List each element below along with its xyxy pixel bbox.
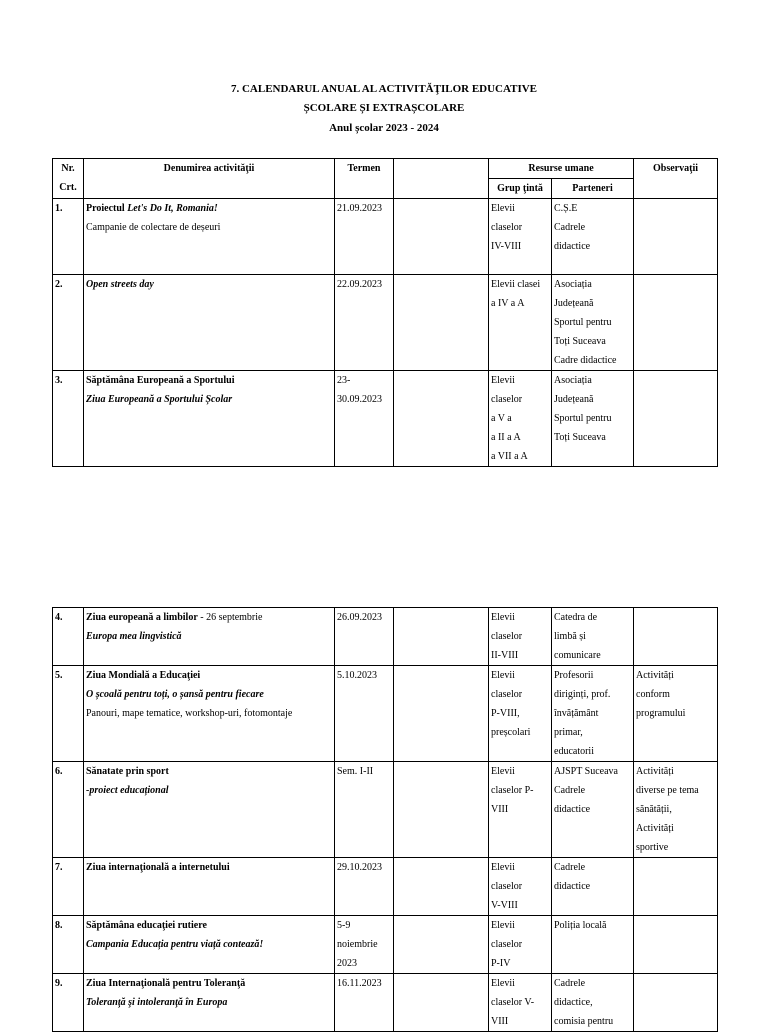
observations-cell <box>634 762 718 858</box>
activity-text: Let's Do It, Romania! <box>127 203 218 214</box>
activity-text: Campania Educația pentru viață contează! <box>86 939 264 950</box>
document-title: 7. CALENDARUL ANUAL AL ACTIVITĂŢILOR EDUCATIVE <box>230 83 538 95</box>
row-number: 4. <box>53 608 84 666</box>
partners-text: Cadre didactice <box>554 355 617 366</box>
partners-text: Profesorii <box>554 670 594 681</box>
header-activity: Denumirea activităţii <box>84 159 335 199</box>
table-row <box>53 275 718 371</box>
header-observations: Observaţii <box>634 159 718 199</box>
activity-text: Sănatate prin sport <box>86 766 169 777</box>
document-subtitle: ȘCOLARE ȘI EXTRAȘCOLARE <box>303 102 465 114</box>
header-term: Termen <box>335 159 394 199</box>
empty-cell <box>394 858 489 916</box>
term-cell <box>335 608 394 666</box>
partners-text: Sportul pentru <box>554 413 612 424</box>
term-text: 5-9 <box>337 920 351 931</box>
activity-text: Proiectul <box>86 203 128 214</box>
activity-line <box>86 685 331 704</box>
table-row <box>53 199 718 275</box>
activity-cell <box>84 608 335 666</box>
header-target-group: Grup ţintă <box>489 179 552 199</box>
partners-text: didactice, <box>554 997 593 1008</box>
target-group-cell <box>489 974 552 1032</box>
activities-table-part-2 <box>52 607 718 1032</box>
observations-cell <box>634 974 718 1032</box>
activity-text: Toleranţă şi intoleranţă în Europa <box>86 997 228 1008</box>
observations-cell <box>634 608 718 666</box>
observations-text: Activități <box>636 670 674 681</box>
target-group-text: claselor <box>491 222 523 233</box>
partners-cell <box>552 371 634 467</box>
empty-cell <box>394 762 489 858</box>
activity-line <box>86 762 331 781</box>
term-text: 2023 <box>337 958 357 969</box>
activity-text: Săptămâna educaţiei rutiere <box>86 920 207 931</box>
activity-cell <box>84 974 335 1032</box>
activity-text: Ziua internaţională a internetului <box>86 862 230 873</box>
partners-text: Cadrele <box>554 222 586 233</box>
activity-line <box>86 916 331 935</box>
observations-text: sportive <box>636 842 669 853</box>
term-text: Sem. I-II <box>337 766 374 777</box>
target-group-cell <box>489 666 552 762</box>
table-row <box>53 762 718 858</box>
empty-cell <box>394 275 489 371</box>
target-group-text: IV-VIII <box>491 241 522 252</box>
row-number: 7. <box>53 858 84 916</box>
term-text: 23- <box>337 375 351 386</box>
partners-text: didactice <box>554 241 591 252</box>
activity-text: Ziua Europeană a Sportului Școlar <box>86 394 233 405</box>
target-group-text: Elevii <box>491 203 515 214</box>
empty-cell <box>394 666 489 762</box>
school-year: Anul școlar 2023 - 2024 <box>329 122 439 134</box>
target-group-text: Elevii <box>491 920 515 931</box>
partners-text: Județeană <box>554 394 594 405</box>
activity-cell <box>84 371 335 467</box>
table-row <box>53 974 718 1032</box>
empty-cell <box>394 608 489 666</box>
target-group-cell <box>489 858 552 916</box>
target-group-text: a IV a A <box>491 298 525 309</box>
activity-line <box>86 974 331 993</box>
target-group-text: claselor V- <box>491 997 535 1008</box>
table-row <box>53 608 718 666</box>
activity-line <box>86 218 331 237</box>
activity-text: Campanie de colectare de deșeuri <box>86 222 221 233</box>
observations-text: Activități <box>636 823 674 834</box>
table-row <box>53 916 718 974</box>
target-group-text: claselor P- <box>491 785 534 796</box>
target-group-text: a VII a A <box>491 451 528 462</box>
observations-cell <box>634 858 718 916</box>
activity-text: O școală pentru toți, o șansă pentru fiecare <box>86 689 264 700</box>
observations-text: diverse pe tema <box>636 785 699 796</box>
partners-text: comunicare <box>554 650 601 661</box>
activity-text: Ziua europeană a limbilor <box>86 612 198 623</box>
activity-cell <box>84 199 335 275</box>
target-group-text: II-VIII <box>491 650 519 661</box>
partners-text: Asociația <box>554 375 592 386</box>
table-row <box>53 666 718 762</box>
partners-text: AJSPT Suceava <box>554 766 618 777</box>
partners-text: primar, <box>554 727 583 738</box>
observations-cell <box>634 199 718 275</box>
activity-line <box>86 935 331 954</box>
term-cell <box>335 762 394 858</box>
activity-text: Europa mea lingvistică <box>86 631 182 642</box>
partners-cell <box>552 916 634 974</box>
partners-text: Toți Suceava <box>554 432 606 443</box>
activity-line <box>86 781 331 800</box>
term-text: 29.10.2023 <box>337 862 382 873</box>
empty-cell <box>394 371 489 467</box>
activity-cell <box>84 762 335 858</box>
row-number: 8. <box>53 916 84 974</box>
term-text: 22.09.2023 <box>337 279 382 290</box>
activity-text: Săptămâna Europeană a Sportului <box>86 375 235 386</box>
activity-cell <box>84 275 335 371</box>
target-group-text: Elevii <box>491 670 515 681</box>
row-number: 5. <box>53 666 84 762</box>
partners-text: Poliția locală <box>554 920 607 931</box>
partners-text: Asociația <box>554 279 592 290</box>
partners-text: diriginți, prof. <box>554 689 611 700</box>
target-group-text: preșcolari <box>491 727 531 738</box>
table-row <box>53 371 718 467</box>
header-partners: Parteneri <box>552 179 634 199</box>
observations-cell <box>634 916 718 974</box>
target-group-text: claselor <box>491 689 523 700</box>
header-empty <box>394 159 489 199</box>
activity-line <box>86 858 331 877</box>
header-resources: Resurse umane <box>489 159 634 179</box>
activity-line <box>86 993 331 1012</box>
observations-text: conform <box>636 689 670 700</box>
term-cell <box>335 275 394 371</box>
target-group-text: a V a <box>491 413 512 424</box>
activities-table-part-1 <box>52 158 718 467</box>
activity-text: Panouri, mape tematice, workshop-uri, fotomontaje <box>86 708 293 719</box>
partners-text: Toți Suceava <box>554 336 606 347</box>
header-nr: Nr. Crt. <box>53 159 84 199</box>
target-group-cell <box>489 916 552 974</box>
activity-text: Ziua Internaţională pentru Toleranţă <box>86 978 246 989</box>
partners-cell <box>552 275 634 371</box>
observations-cell <box>634 371 718 467</box>
row-number: 2. <box>53 275 84 371</box>
target-group-text: P-IV <box>491 958 511 969</box>
partners-text: învățământ <box>554 708 599 719</box>
target-group-cell <box>489 371 552 467</box>
term-cell <box>335 916 394 974</box>
activity-line <box>86 199 331 218</box>
term-text: 26.09.2023 <box>337 612 382 623</box>
table-body-1 <box>53 199 718 467</box>
activity-cell <box>84 916 335 974</box>
partners-cell <box>552 199 634 275</box>
partners-text: Cadrele <box>554 862 586 873</box>
partners-text: limbă și <box>554 631 586 642</box>
observations-text: sănătății, <box>636 804 672 815</box>
target-group-cell <box>489 275 552 371</box>
partners-text: Sportul pentru <box>554 317 612 328</box>
observations-cell <box>634 666 718 762</box>
target-group-text: Elevii <box>491 612 515 623</box>
partners-text: comisia pentru <box>554 1016 614 1027</box>
observations-cell <box>634 275 718 371</box>
table-body-2 <box>53 608 718 1032</box>
observations-text: Activități <box>636 766 674 777</box>
term-cell <box>335 199 394 275</box>
partners-text: C.Ș.E <box>554 203 578 214</box>
target-group-text: P-VIII, <box>491 708 520 719</box>
empty-cell <box>394 199 489 275</box>
activity-line <box>86 627 331 646</box>
target-group-text: VIII <box>491 1016 509 1027</box>
target-group-text: Elevii <box>491 862 515 873</box>
row-number: 6. <box>53 762 84 858</box>
target-group-text: claselor <box>491 631 523 642</box>
table-row <box>53 858 718 916</box>
activity-text: -proiect educațional <box>86 785 169 796</box>
target-group-text: claselor <box>491 394 523 405</box>
target-group-text: Elevii <box>491 766 515 777</box>
partners-text: Județeană <box>554 298 594 309</box>
activity-line <box>86 275 331 294</box>
activity-line <box>86 704 331 723</box>
activity-text: Open streets day <box>86 279 154 290</box>
row-number: 9. <box>53 974 84 1032</box>
empty-cell <box>394 916 489 974</box>
observations-text: programului <box>636 708 686 719</box>
activity-cell <box>84 666 335 762</box>
partners-cell <box>552 666 634 762</box>
activity-line <box>86 390 331 409</box>
target-group-cell <box>489 608 552 666</box>
term-text: 16.11.2023 <box>337 978 382 989</box>
term-text: 21.09.2023 <box>337 203 382 214</box>
partners-text: Cadrele <box>554 978 586 989</box>
partners-cell <box>552 762 634 858</box>
target-group-text: a II a A <box>491 432 521 443</box>
partners-text: educatorii <box>554 746 594 757</box>
target-group-text: claselor <box>491 939 523 950</box>
target-group-cell <box>489 762 552 858</box>
term-cell <box>335 666 394 762</box>
target-group-text: claselor <box>491 881 523 892</box>
term-cell <box>335 371 394 467</box>
target-group-text: Elevii clasei <box>491 279 541 290</box>
activity-text: - 26 septembrie <box>197 612 263 623</box>
activity-line <box>86 371 331 390</box>
term-cell <box>335 858 394 916</box>
activity-cell <box>84 858 335 916</box>
target-group-text: Elevii <box>491 978 515 989</box>
term-cell <box>335 974 394 1032</box>
target-group-text: Elevii <box>491 375 515 386</box>
target-group-cell <box>489 199 552 275</box>
row-number: 1. <box>53 199 84 275</box>
partners-text: didactice <box>554 881 591 892</box>
term-text: 5.10.2023 <box>337 670 377 681</box>
target-group-text: V-VIII <box>491 900 518 911</box>
partners-text: Cadrele <box>554 785 586 796</box>
partners-text: Catedra de <box>554 612 598 623</box>
partners-cell <box>552 974 634 1032</box>
partners-cell <box>552 858 634 916</box>
target-group-text: VIII <box>491 804 509 815</box>
empty-cell <box>394 974 489 1032</box>
partners-cell <box>552 608 634 666</box>
partners-text: didactice <box>554 804 591 815</box>
activity-text: Ziua Mondială a Educaţiei <box>86 670 201 681</box>
term-text: 30.09.2023 <box>337 394 382 405</box>
row-number: 3. <box>53 371 84 467</box>
activity-line <box>86 666 331 685</box>
term-text: noiembrie <box>337 939 378 950</box>
activity-line <box>86 608 331 627</box>
